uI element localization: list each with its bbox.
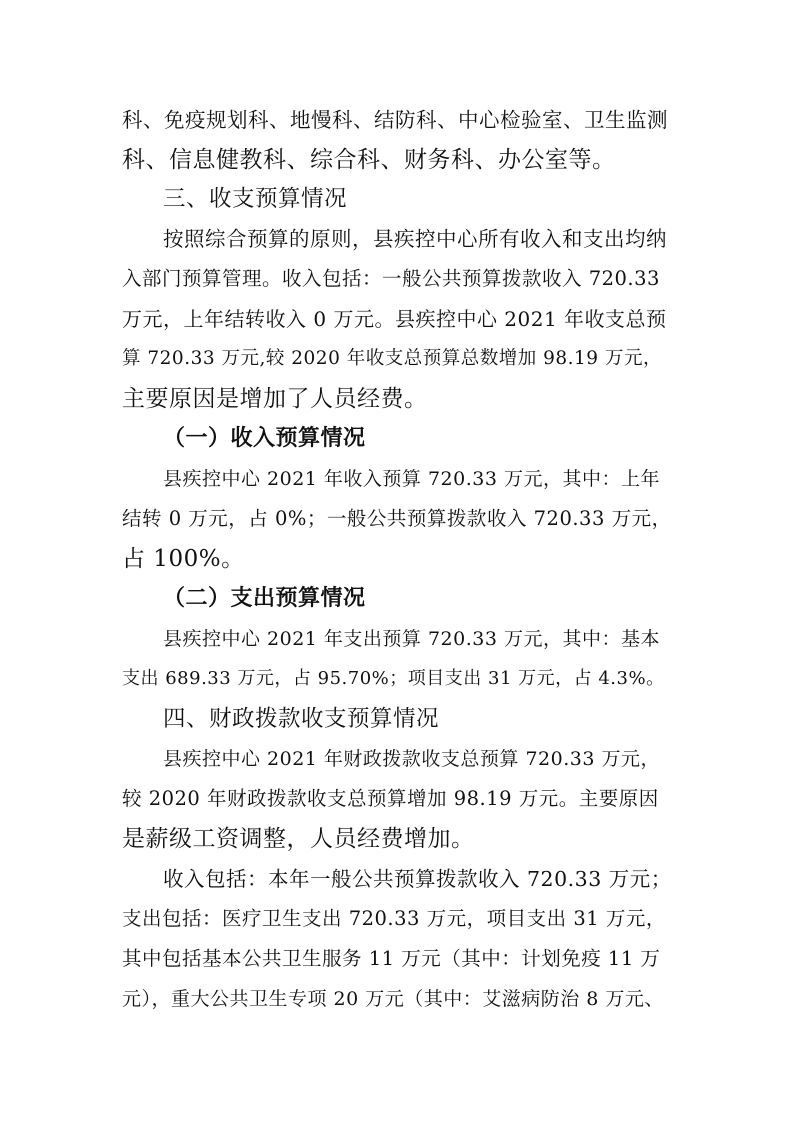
body-line: 元），重大公共卫生专项 20 万元（其中：艾滋病防治 8 万元、 — [122, 988, 664, 1010]
body-line: 县疾控中心 2021 年收入预算 720.33 万元，其中：上年 — [163, 468, 660, 490]
body-line: 收入包括：本年一般公共预算拨款收入 720.33 万元； — [163, 867, 672, 891]
section-heading: 三、收支预算情况 — [163, 186, 348, 212]
body-line: 科、信息健教科、综合科、财务科、办公室等。 — [122, 147, 616, 173]
body-line: 县疾控中心 2021 年财政拨款收支总预算 720.33 万元， — [163, 748, 660, 770]
body-line: 结转 0 万元，占 0%；一般公共预算拨款收入 720.33 万元， — [122, 507, 672, 530]
body-line: 算 720.33 万元,较 2020 年收支总预算总数增加 98.19 万元， — [122, 348, 662, 369]
body-line: 较 2020 年财政拨款收支总预算增加 98.19 万元。主要原因 — [122, 787, 659, 810]
body-line: 主要原因是增加了人员经费。 — [122, 386, 428, 412]
body-line: 支出包括：医疗卫生支出 720.33 万元，项目支出 31 万元， — [122, 907, 666, 930]
section-heading: 四、财政拨款收支预算情况 — [163, 706, 440, 732]
body-line: 入部门预算管理。收入包括：一般公共预算拨款收入 720.33 — [122, 267, 660, 290]
body-line: 支出 689.33 万元，占 95.70%；项目支出 31 万元，占 4.3%。 — [122, 668, 665, 689]
body-line: 其中包括基本公共卫生服务 11 万元（其中：计划免疫 11 万 — [122, 947, 661, 970]
subsection-heading: （一）收入预算情况 — [163, 426, 366, 451]
body-line: 万元，上年结转收入 0 万元。县疾控中心 2021 年收支总预 — [122, 307, 667, 331]
body-line: 是薪级工资调整，人员经费增加。 — [122, 826, 475, 852]
body-line: 科、免疫规划科、地慢科、结防科、中心检验室、卫生监测 — [122, 108, 668, 132]
body-line: 占 100%。 — [122, 546, 245, 572]
body-line: 县疾控中心 2021 年支出预算 720.33 万元，其中：基本 — [163, 628, 660, 650]
body-line: 按照综合预算的原则，县疾控中心所有收入和支出均纳 — [163, 227, 667, 251]
subsection-heading: （二）支出预算情况 — [163, 586, 366, 611]
